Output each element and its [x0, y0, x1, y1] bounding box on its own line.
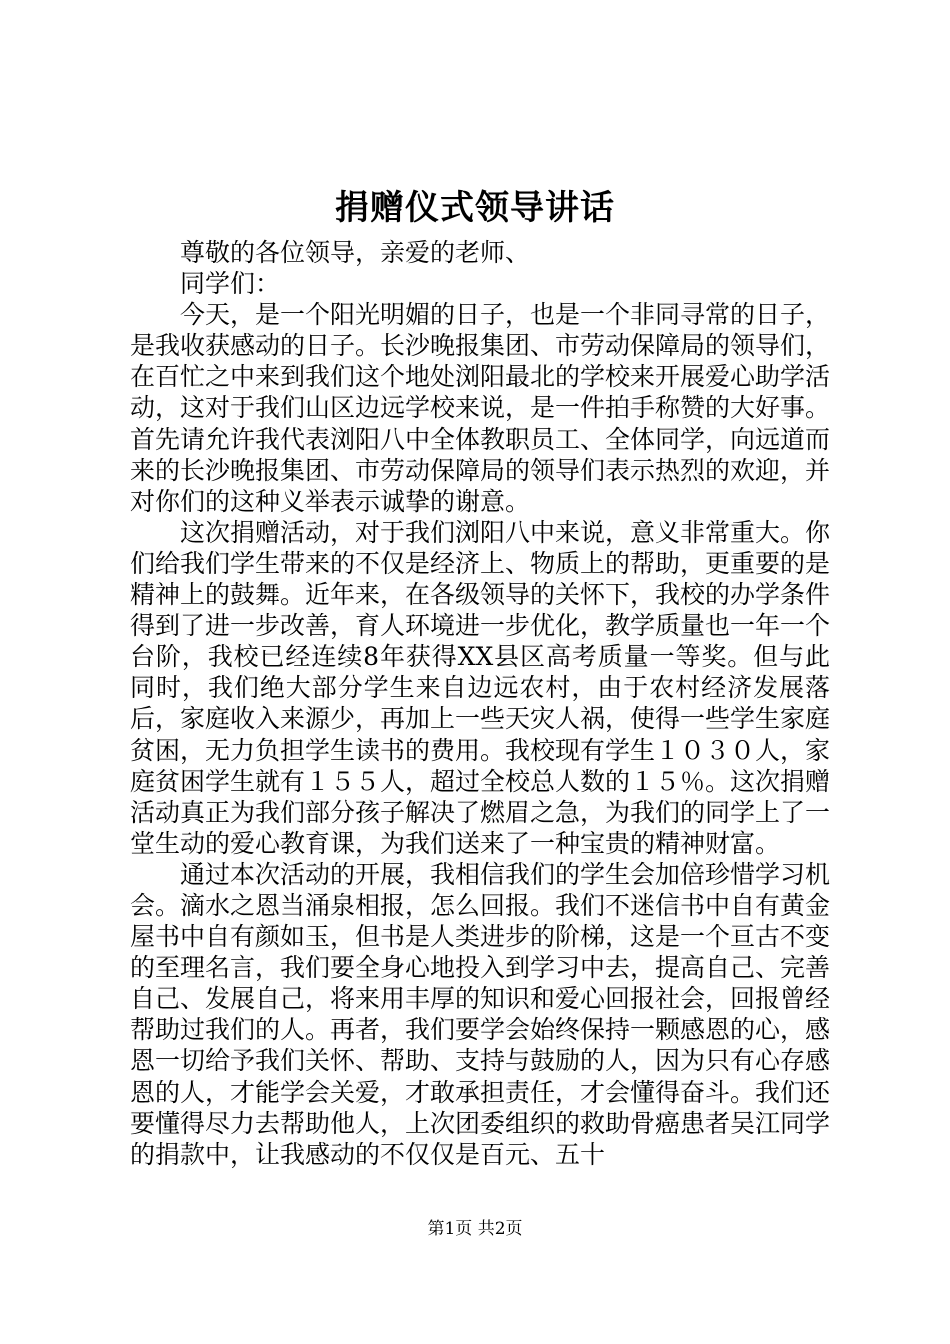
document-title: 捐赠仪式领导讲话: [335, 188, 615, 228]
document-body: [130, 237, 830, 1170]
body-paragraph: 这次捐赠活动，对于我们浏阳八中来说，意义非常重大。你们给我们学生带来的不仅是经济上、物质上的帮助，更重要的是精神上的鼓舞。近年来，在各级领导的关怀下，我校的办学条件得到了进一步改善，育人环境进一步优化，教学质量也一年一个台阶，我校已经连续8年获得XX县区高考质量一等奖。但与此同时，我们绝大部分学生来自边远农村，由于农村经济发展落后，家庭收入来源少，再加上一些天灾人祸，使得一些学生家庭贫困，无力负担学生读书的费用。我校现有学生１０３０人，家庭贫困学生就有１５５人，超过全校总人数的１５％。这次捐赠活动真正为我们部分孩子解决了燃眉之急，为我们的同学上了一堂生动的爱心教育课，为我们送来了一种宝贵的精神财富。: [130, 517, 831, 858]
body-paragraph: 今天，是一个阳光明媚的日子，也是一个非同寻常的日子，是我收获感动的日子。长沙晚报集团、市劳动保障局的领导们，在百忙之中来到我们这个地处浏阳最北的学校来开展爱心助学活动，这对于我们山区边远学校来说，是一件拍手称赞的大好事。首先请允许我代表浏阳八中全体教职员工、全体同学，向远道而来的长沙晚报集团、市劳动保障局的领导们表示热烈的欢迎，并对你们的这种义举表示诚挚的谢意。: [130, 300, 831, 516]
salutation-line: 尊敬的各位领导，亲爱的老师、: [180, 238, 531, 267]
body-paragraph: 通过本次活动的开展，我相信我们的学生会加倍珍惜学习机会。滴水之恩当涌泉相报，怎么回报。我们不迷信书中自有黄金屋书中自有颜如玉，但书是人类进步的阶梯，这是一个亘古不变的至理名言，我们要全身心地投入到学习中去，提高自己、完善自己、发展自己，将来用丰厚的知识和爱心回报社会，回报曾经帮助过我们的人。再者，我们要学会始终保持一颗感恩的心，感恩一切给予我们关怀、帮助、支持与鼓励的人，因为只有心存感恩的人，才能学会关爱，才敢承担责任，才会懂得奋斗。我们还要懂得尽力去帮助他人，上次团委组织的救助骨癌患者吴江同学的捐款中，让我感动的不仅仅是百元、五十: [130, 859, 831, 1169]
page-number-footer: 第1页 共2页: [427, 1219, 523, 1239]
salutation-line: 同学们：: [180, 269, 281, 299]
